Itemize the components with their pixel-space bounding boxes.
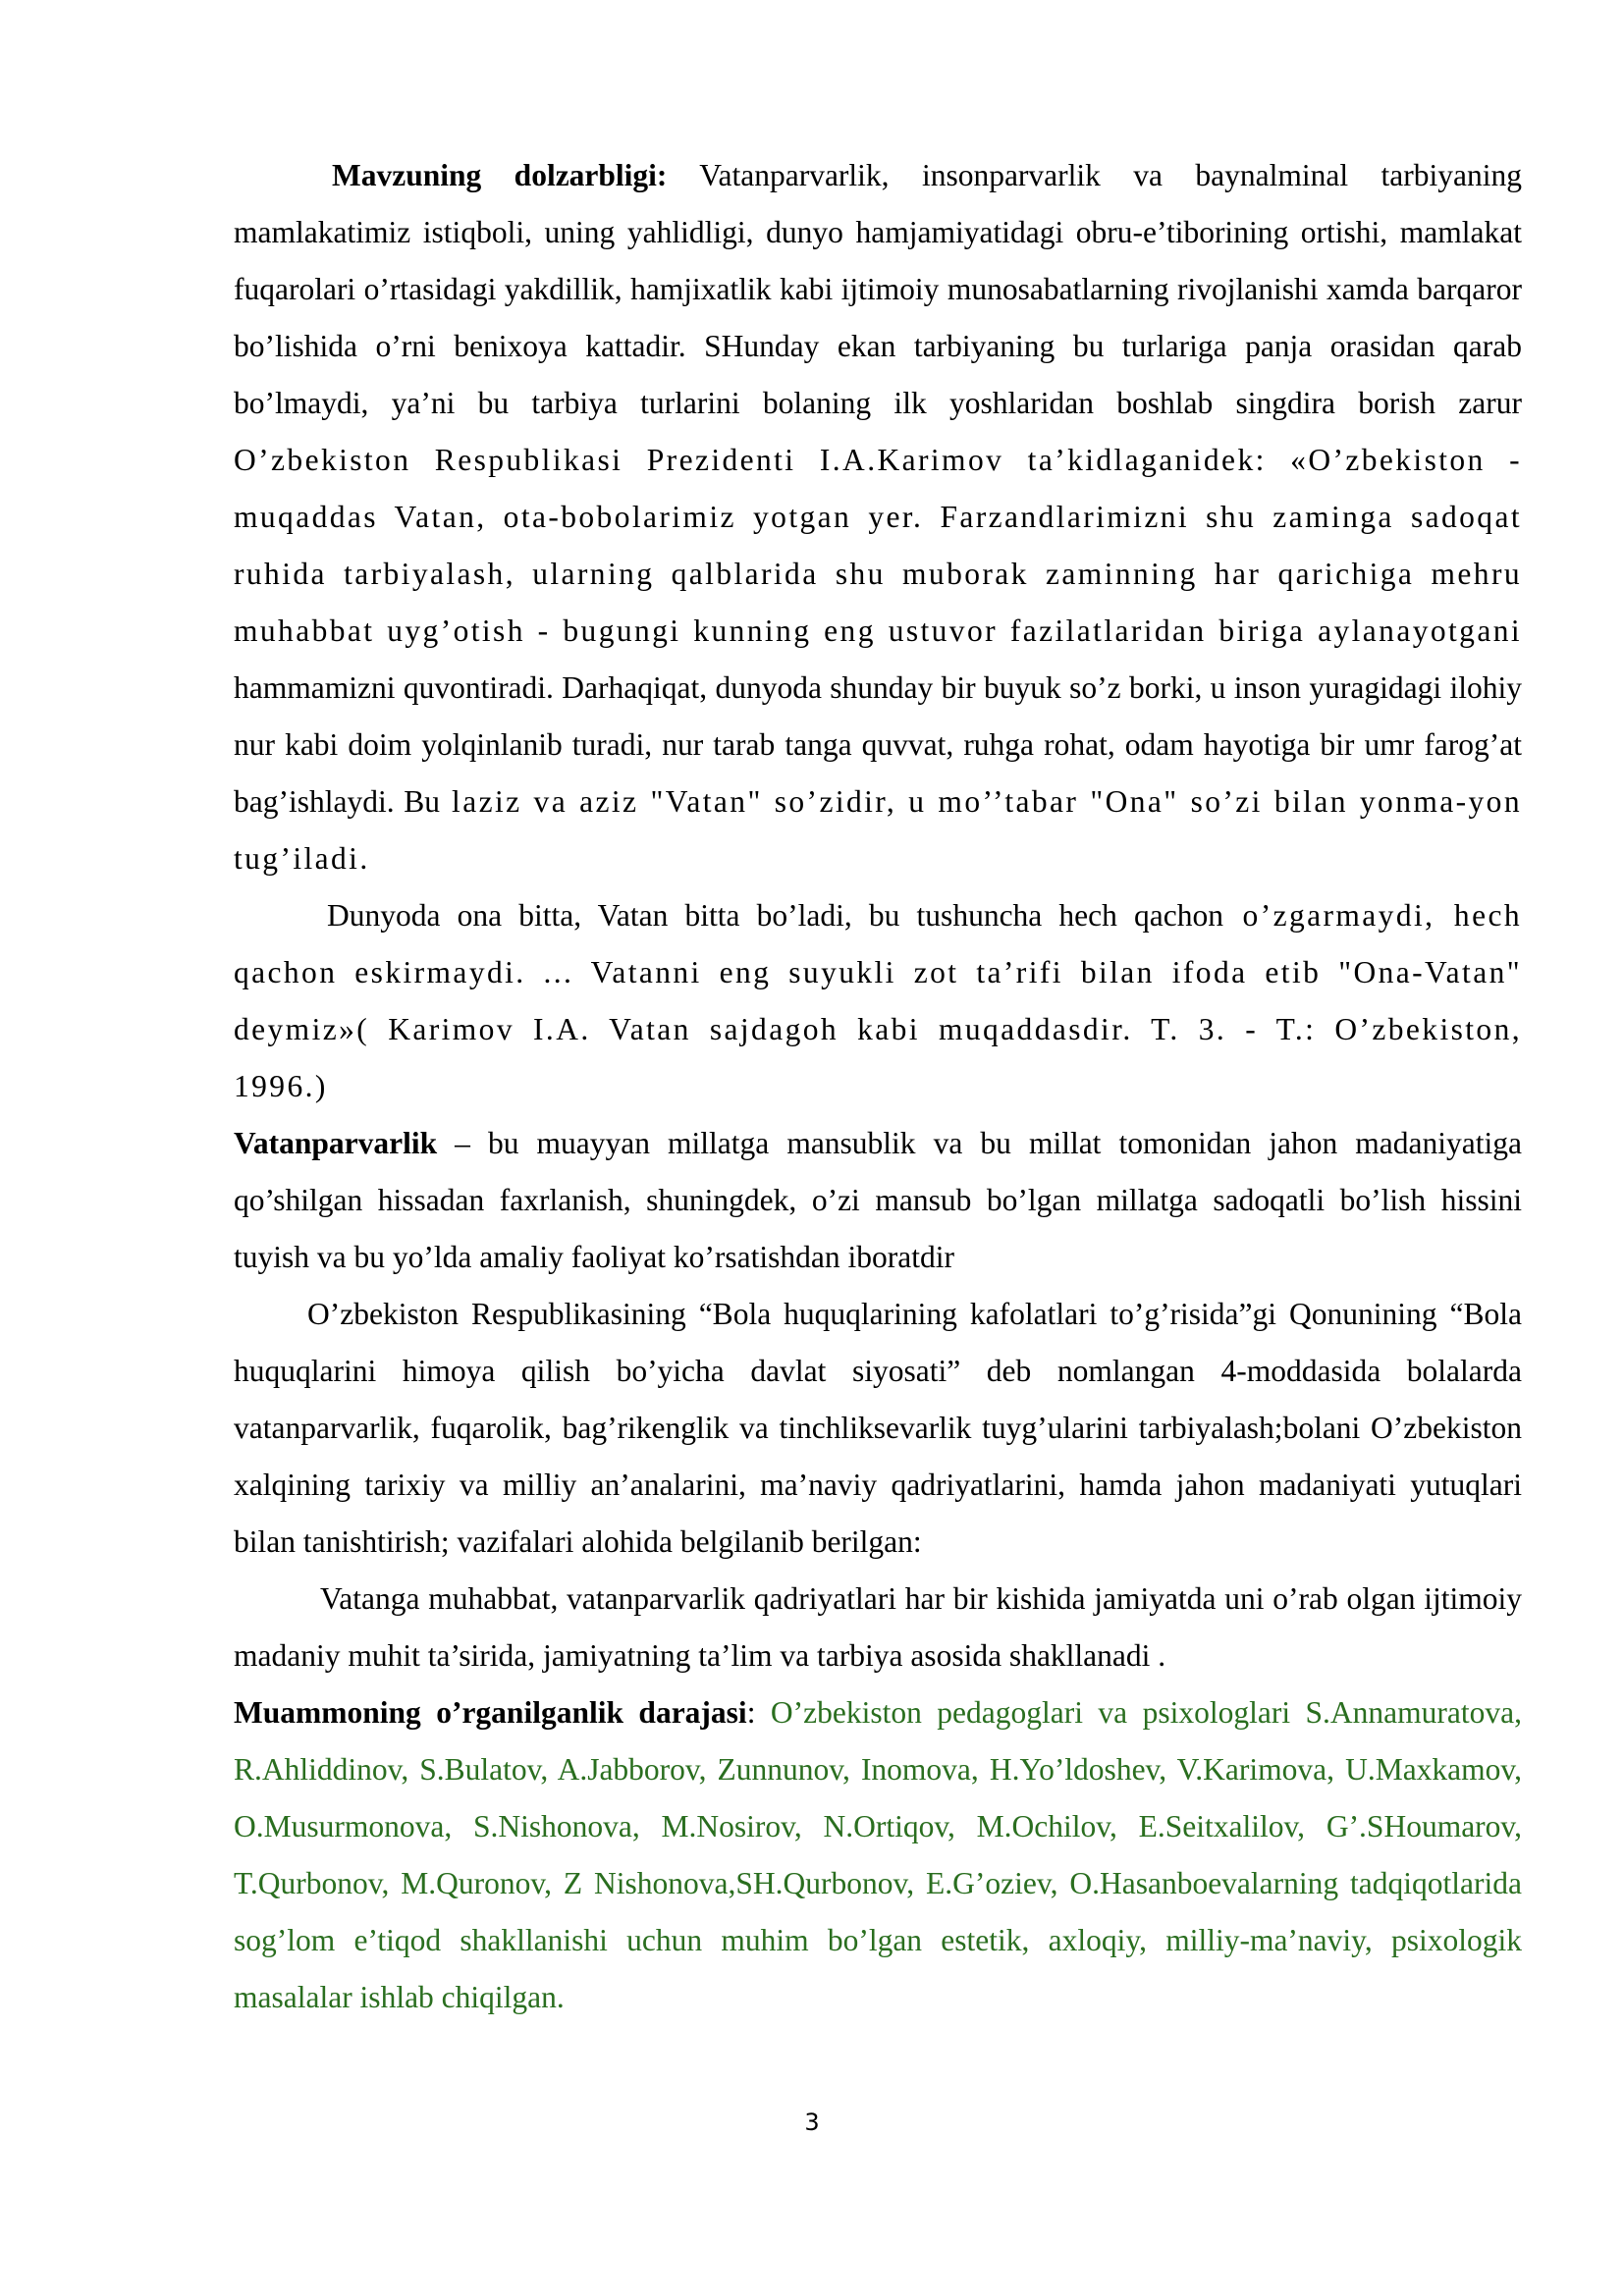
research-text: O’zbekiston pedagoglari va psixologlari S.Annamuratova, R.Ahliddinov, S.Bulatov, A.Jabborov, Zunnunov, Inomova, H.Yo’ldoshev, V.Karimova, U.Maxkamov, O.Musurmonova, S.Nishonova, M.Nosirov, N.Ortiqov, M.Ochilov, E.Seitxalilov, G’.SHoumarov, T.Qurbonov, M.Quronov, Z Nishonova,SH.Qurbonov, E.G’oziev, O.Hasanboevalarning tadqiqotlarida sog’lom e’tiqod shakllanishi uchun muhim bo’lgan estetik, axloqiy, milliy-ma’naviy, psixologik masalalar ishlab chiqilgan. xyxy=(234,1695,1522,2014)
relevance-tail: hammamizni quvontiradi. Darhaqiqat, dunyoda shunday bir buyuk so’z borki, u inson yuragidagi ilohiy nur kabi doim yolqinlanib turadi, nur tarab tanga quvvat, ruhga rohat, odam hayotiga bir umr farog’at bag’ishlaydi. Bu xyxy=(234,670,1522,819)
definition-text: – bu muayyan millatga mansublik va bu millat tomonidan jahon madaniyatiga qo’shilgan hissadan faxrlanish, shuningdek, o’zi mansub bo’lgan millatga sadoqatli bo’lish hissini tuyish va bu yo’lda amaliy faoliyat ko’rsatishdan iboratdir xyxy=(234,1126,1522,1274)
relevance-heading: Mavzuning dolzarbligi: xyxy=(332,158,668,192)
research-heading: Muammoning o’rganilganlik darajasi xyxy=(234,1695,747,1730)
values-text: Vatanga muhabbat, vatanparvarlik qadriyatlari har bir kishida jamiyatda uni o’rab olgan ijtimoiy madaniy muhit ta’sirida, jamiyatning ta’lim va tarbiya asosida shakllanadi . xyxy=(234,1581,1522,1673)
president-quote: O’zbekiston Respublikasi Prezidenti I.A.Karimov ta’kidlaganidek: «O’zbekiston - muqaddas Vatan, ota-bobolarimiz yotgan yer. Farzandlarimizni shu zaminga sadoqat ruhida tarbiyalash, ularning qalblarida shu muborak zaminning har qarichiga mehru muhabbat uyg’otish - bugungi kunning eng ustuvor fazilatlaridan biriga aylanayotgani xyxy=(234,443,1522,648)
law-text: O’zbekiston Respublikasining “Bola huquqlarining kafolatlari to’g’risida”gi Qonunining “Bola huquqlarini himoya qilish bo’yicha davlat siyosati” deb nomlangan 4-moddasida bolalarda vatanparvarlik, fuqarolik, bag’rikenglik va tinchliksevarlik tuyg’ularini tarbiyalash;bolani O’zbekiston xalqining tarixiy va milliy an’analarini, ma’naviy qadriyatlarini, hamda jahon madaniyati yutuqlari bilan tanishtirish; vazifalari alohida belgilanib berilgan: xyxy=(234,1297,1522,1559)
definition-term: Vatanparvarlik xyxy=(234,1126,438,1160)
paragraph-values xyxy=(234,1571,1522,1684)
paragraph-quote-continued xyxy=(234,887,1522,1115)
paragraph-relevance xyxy=(234,147,1522,887)
paragraph-law xyxy=(234,1286,1522,1571)
paragraph-research-level xyxy=(234,1684,1522,2026)
quote-citation: o’zgarmaydi, hech qachon eskirmaydi. ... Vatanni eng suyukli zot ta’rifi bilan ifoda etib "Ona-Vatan" deymiz»( Karimov I.A. Vatan sajdagoh kabi muqaddasdir. T. 3. - T.: O’zbekiston, 1996.) xyxy=(234,898,1522,1103)
paragraph-definition xyxy=(234,1115,1522,1286)
relevance-text: Vatanparvarlik, insonparvarlik va baynalminal tarbiyaning mamlakatimiz istiqboli, uning yahlidligi, dunyo hamjamiyatidagi obru-e’tiborining ortishi, mamlakat fuqarolari o’rtasidagi yakdillik, hamjixatlik kabi ijtimoiy munosabatlarning rivojlanishi xamda barqaror bo’lishida o’rni benixoya kattadir. SHunday ekan tarbiyaning bu turlariga panja orasidan qarab bo’lmaydi, ya’ni bu tarbiya turlarini bolaning ilk yoshlaridan boshlab singdira borish zarur xyxy=(234,158,1522,420)
quote-text: Dunyoda ona bitta, Vatan bitta bo’ladi, bu tushuncha hech qachon xyxy=(327,898,1223,933)
page-number: 3 xyxy=(804,2109,820,2136)
research-colon: : xyxy=(746,1695,756,1730)
page-content xyxy=(234,147,1522,2026)
relevance-last-line: laziz va aziz "Vatan" so’zidir, u mo’’tabar "Ona" so’zi bilan yonma-yon tug’iladi. xyxy=(234,784,1522,876)
